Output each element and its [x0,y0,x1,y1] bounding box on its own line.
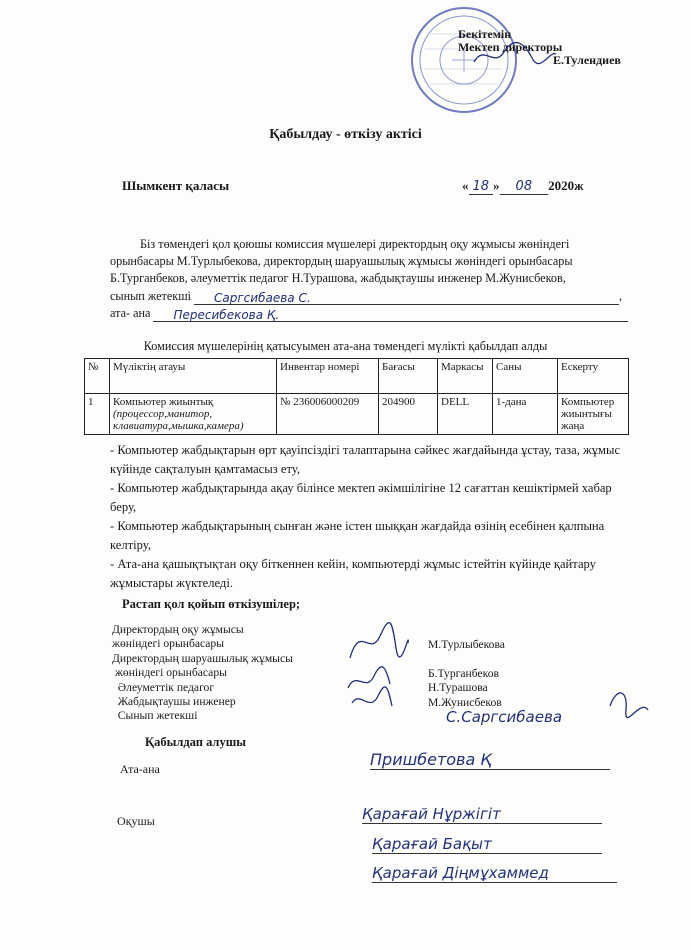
confirm-heading: Растап қол қойып өткізушілер; [122,597,301,611]
cell-qty: 1-дана [493,394,558,435]
date-open: « [462,178,469,193]
table-header-row [85,359,629,394]
cell-name [110,394,277,435]
parent-signature: Пришбетова Қ [370,750,610,770]
cell-no: 1 [85,394,110,435]
director-signature [470,40,560,70]
name-line: М.Турлыбекова [428,638,505,651]
name-line: Б.Турганбеков [428,666,499,680]
date-year: 2020ж [548,178,584,193]
teacher-label: сынып жетекші [110,288,191,303]
pupil-signature: Қарағай Діңмұхаммед [372,864,617,883]
approval-line2: Мектеп директоры [458,40,563,54]
table-subheading: Комиссия мүшелерінің қатысуымен ата-ана төмендегі мүлікті қабылдап алды [143,339,548,353]
col-header: Саны [493,359,558,394]
col-header: № [85,359,110,394]
col-header: Мүліктің атауы [110,359,277,394]
teacher-signature: С.Саргсибаева [446,708,563,726]
cell-price: 204900 [379,394,438,435]
receiver-heading: Қабылдап алушы [145,735,247,749]
item-name: Компьютер жиынтық [113,396,214,408]
signatories-roles [112,623,293,724]
director-name: Е.Тулендиев [553,53,621,67]
date-day: 18 [469,179,494,195]
col-header: Бағасы [379,359,438,394]
name-line: М.Жунисбеков [428,695,502,709]
obligations-list [110,441,635,593]
teacher-row: сынып жетекші Саргсибаева С. , [110,288,623,305]
pupil-signature: Қарағай Бақыт [372,835,602,854]
role-line: Жабдықтаушы инженер [112,695,236,709]
item-detail: (процессор,манитор, клавиатура,мышка,камера) [113,408,244,432]
role-line: жөніндегі орынбасары [112,637,225,651]
cell-brand: DELL [438,394,493,435]
cell-inventory: № 236006000209 [277,394,379,435]
place-label: Шымкент қаласы [122,178,230,193]
role-line: Әлеуметтік педагог [112,680,215,694]
intro-paragraph [110,236,630,322]
obligation-item: - Ата-ана қашықтықтан оқу біткеннен кейін, компьютерді жұмыс істейтін күйінде қайтару жұмыстары жүктеледі. [110,557,596,590]
intro-text: Біз төмендегі қол қоюшы комиссия мүшелері директордың оқу жұмысы жөніндегі орынбасары М.Турлыбекова, директордың шаруашылық жұмысы жөніндегі орынбасары Б.Турганбеков, әлеуметтік педагог Н.Турашова, жабдықтаушы инженер М.Жунисбеков, [110,237,573,286]
pupil-role: Оқушы [117,814,155,828]
pupil-signature: Қарағай Нұржігіт [362,805,602,824]
cell-note: Компьютер жиынтығы жаңа [558,394,629,435]
col-header: Ескерту [558,359,629,394]
document-title: Қабылдау - өткізу актісі [269,127,422,142]
col-header: Маркасы [438,359,493,394]
obligation-item: - Компьютер жабдықтарының сынған және істен шыққан жағдайда өзінің есебінен қалпына келтіру, [110,519,605,552]
parent-role: Ата-ана [120,762,160,776]
col-header: Инвентар номері [277,359,379,394]
parent-row [110,305,630,322]
date-mid: » [493,178,500,193]
obligation-item: - Компьютер жабдықтарында ақау білінсе мектеп әкімшілігіне 12 сағаттан кешіктірмей хабар беру, [110,481,612,514]
role-line: Директордың шаруашылық жұмысы [112,651,293,665]
role-line: Директордың оқу жұмысы [112,623,244,636]
assets-table [84,358,629,435]
name-line: Н.Турашова [428,681,488,695]
role-line: Сынып жетекші [112,709,198,723]
parent-field: Пересибекова Қ. [153,307,628,322]
date-month: 08 [500,179,549,195]
parent-label: ата- ана [110,305,151,320]
approval-line1: Бекітемін [458,27,512,41]
role-line: жөніндегі орынбасары [112,666,227,680]
teacher-field: Саргсибаева С. [194,290,619,305]
document-date [462,178,584,194]
table-row [85,394,629,435]
obligation-item: - Компьютер жабдықтарын өрт қауіпсіздігі талаптарына сәйкес жағдайында ұстау, таза, жұмыс күйінде сақталуын қамтамасыз ету, [110,443,621,476]
